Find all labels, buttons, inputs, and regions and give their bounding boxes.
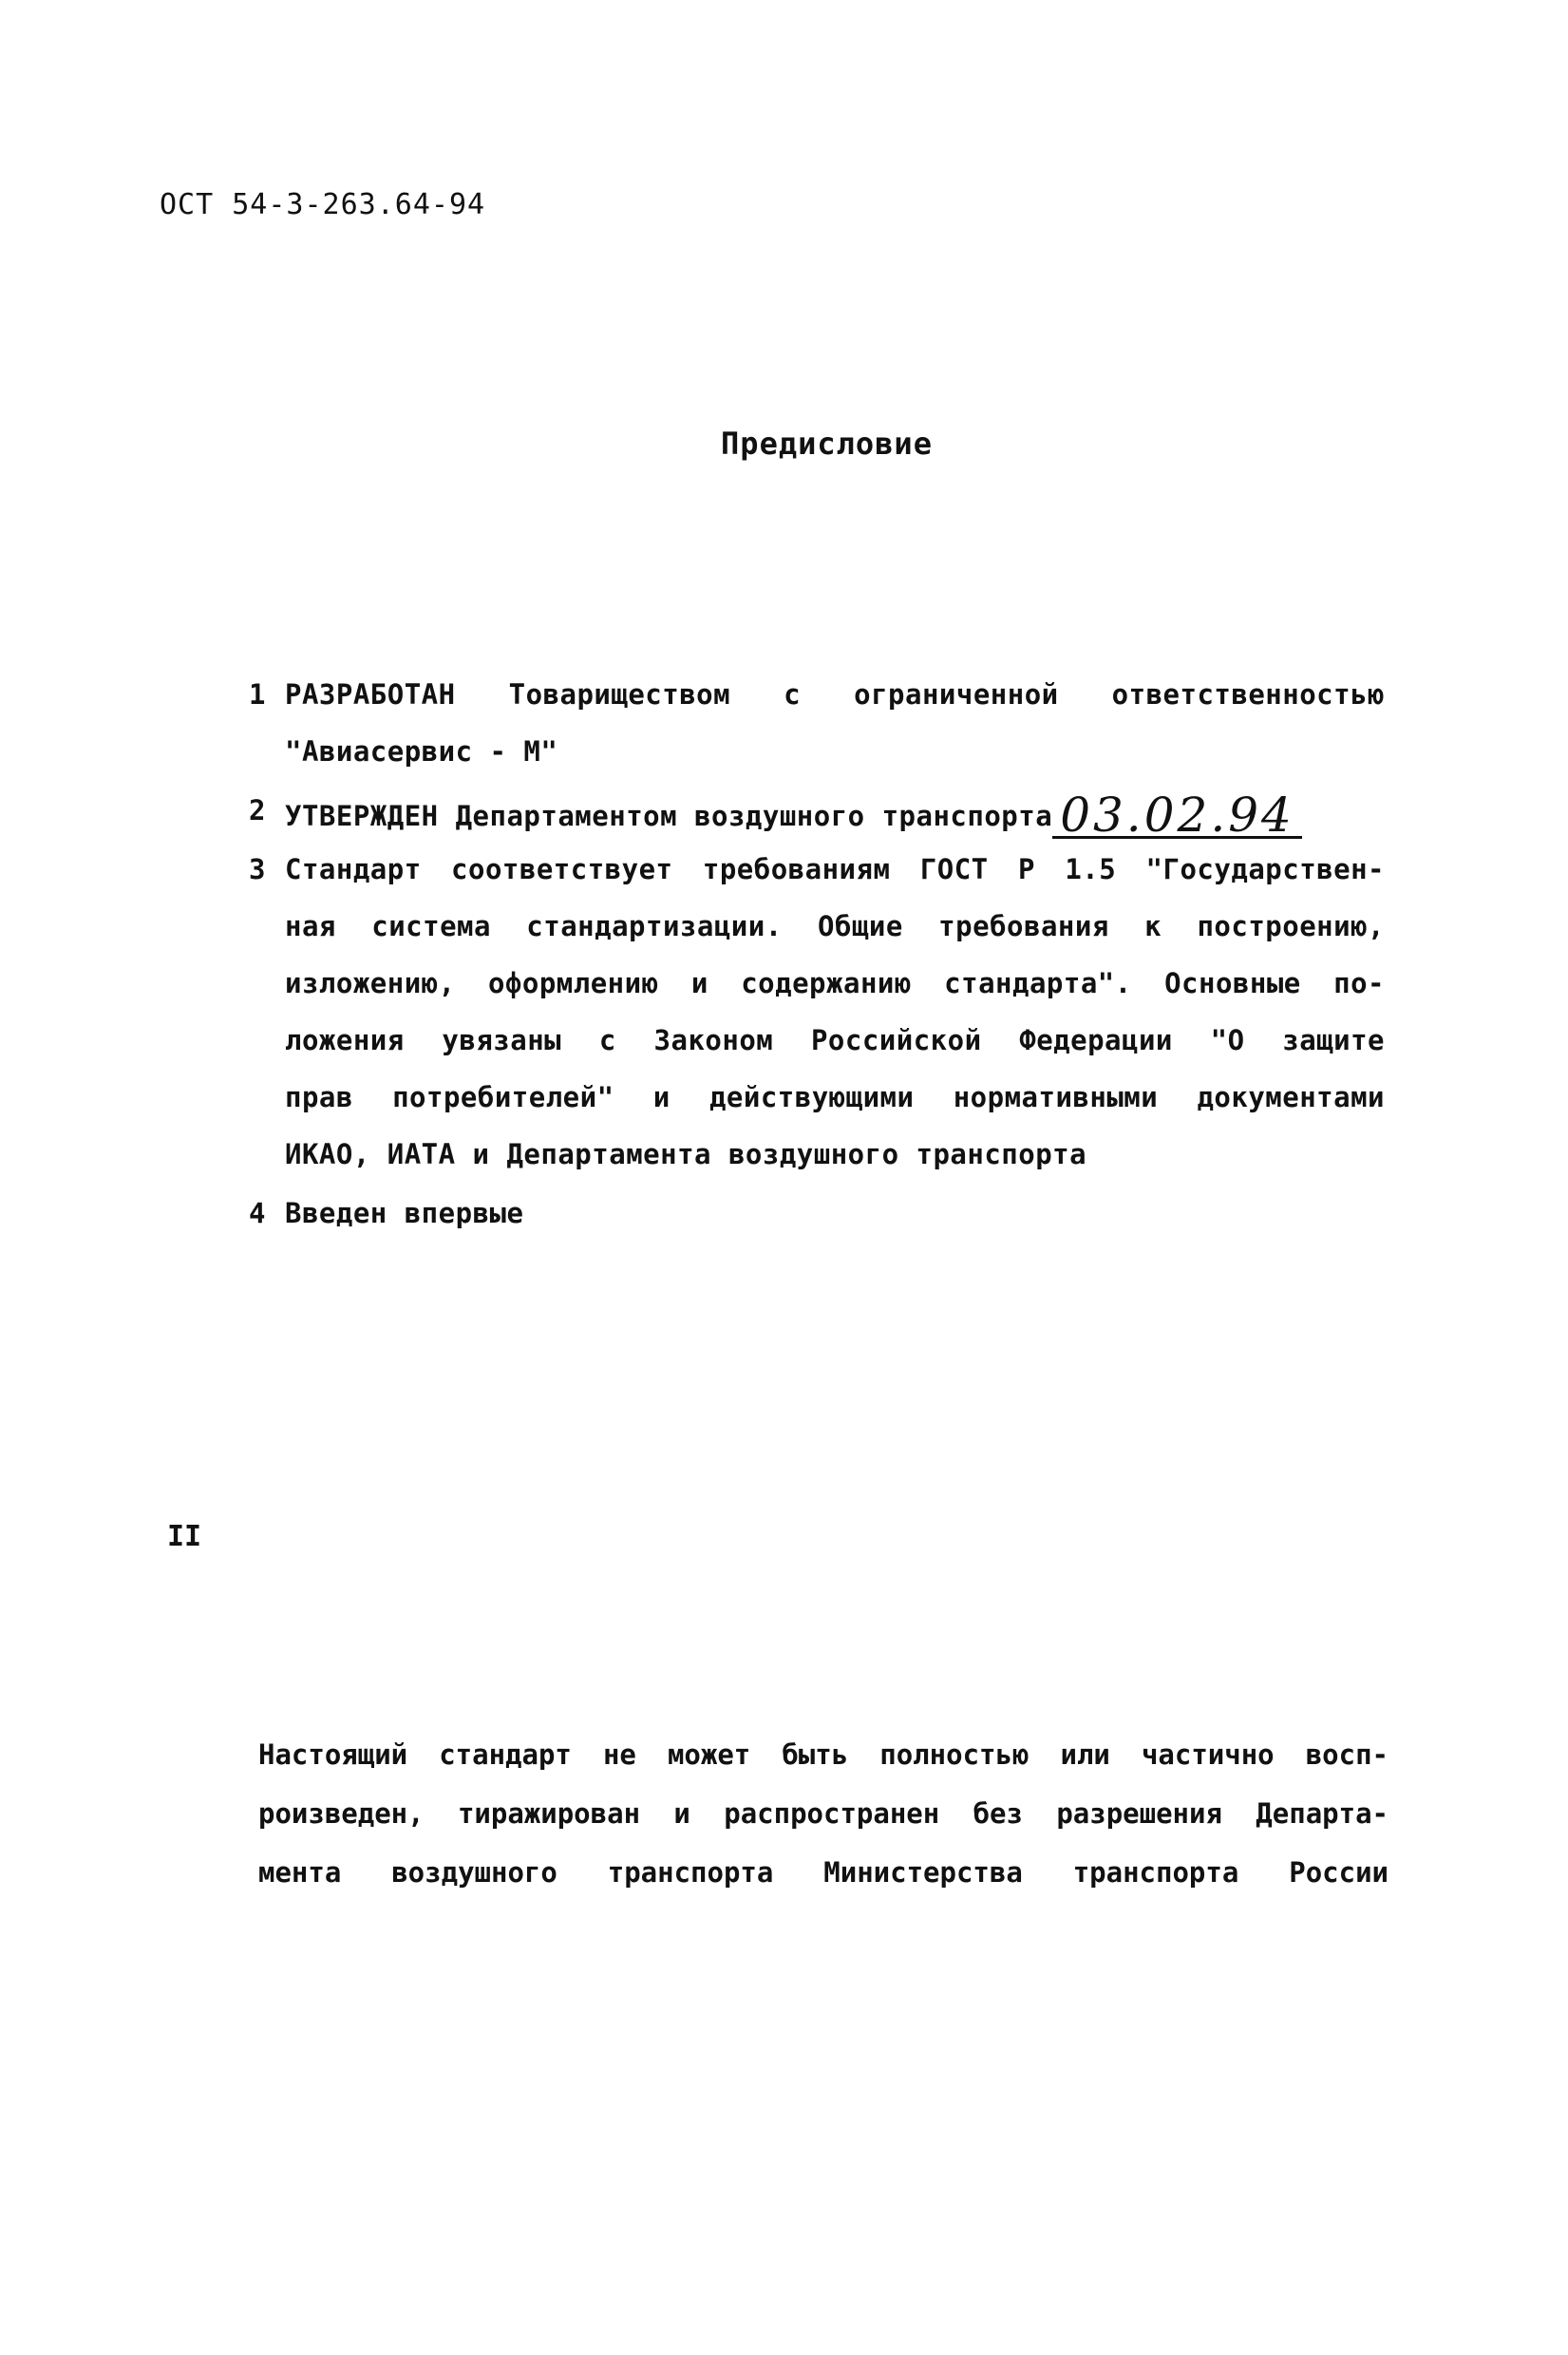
page-number: II [167, 1520, 202, 1553]
item-number: 2 [249, 794, 266, 826]
item-2-text: УТВЕРЖДЕН Департаментом воздушного транспорта [285, 800, 1053, 832]
item-1-line-1: РАЗРАБОТАН Товариществом с ограниченной ответственностью [285, 678, 1385, 711]
notice-line-3: мента воздушного транспорта Министерства транспорта России [258, 1856, 1389, 1889]
item-3-line-5: прав потребителей" и действующими нормативными документами [285, 1081, 1385, 1113]
item-number: 1 [249, 678, 266, 711]
item-3-line-6: ИКАО, ИАТА и Департамента воздушного транспорта [285, 1138, 1087, 1170]
item-number: 4 [249, 1197, 266, 1229]
item-3-line-2: ная система стандартизации. Общие требования к построению, [285, 910, 1385, 942]
notice-line-2: роизведен, тиражирован и распространен без разрешения Департа- [258, 1797, 1389, 1830]
notice-line-1: Настоящий стандарт не может быть полностью или частично восп- [258, 1738, 1389, 1771]
page-title: Предисловие [721, 426, 933, 462]
item-3-line-1: Стандарт соответствует требованиям ГОСТ Р 1.5 "Государствен- [285, 853, 1385, 885]
item-number: 3 [249, 853, 266, 885]
item-1-line-2: "Авиасервис - М" [285, 735, 558, 768]
handwritten-date: 03.02.94 [1052, 794, 1302, 839]
item-2-line [285, 788, 1302, 843]
item-3-line-4: ложения увязаны с Законом Российской Федерации "О защите [285, 1024, 1385, 1056]
item-4-text: Введен впервые [285, 1197, 524, 1229]
item-3-line-3: изложению, оформлению и содержанию стандарта". Основные по- [285, 967, 1385, 999]
document-code: ОСТ 54-3-263.64-94 [160, 188, 486, 221]
